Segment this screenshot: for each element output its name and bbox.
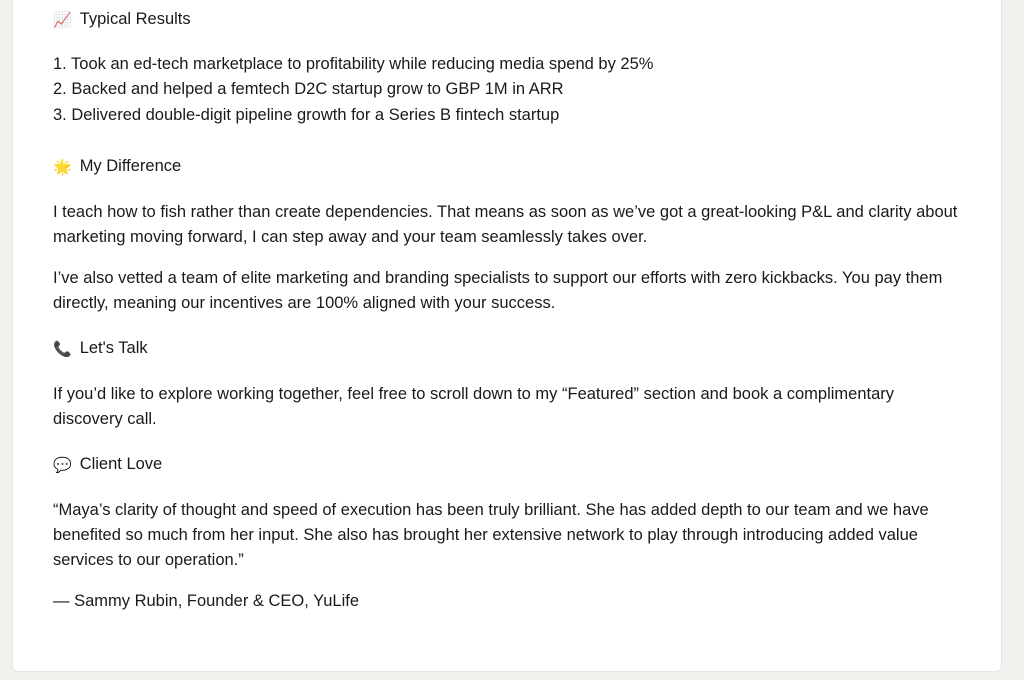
document-page xyxy=(12,0,1002,672)
chart-increasing-icon: 📈 xyxy=(53,12,72,29)
results-list xyxy=(53,52,961,129)
paragraph: I’ve also vetted a team of elite marketing and branding specialists to support our efforts with zero kickbacks. You pay them directly, meaning our incentives are 100% aligned with your success. xyxy=(53,268,943,312)
spacer xyxy=(53,129,961,155)
section-heading-text: My Difference xyxy=(79,156,182,175)
spacer xyxy=(53,250,961,266)
spacer xyxy=(53,179,961,200)
spacer xyxy=(53,477,961,498)
spacer xyxy=(53,316,961,337)
testimonial-quote: “Maya’s clarity of thought and speed of execution has been truly brilliant. She has added depth to our team and we have benefited so much from her input. She also has brought her extensive network to play through introducing added value services to our operation.” xyxy=(53,500,929,569)
document-content xyxy=(13,0,1001,614)
testimonial-attribution: — Sammy Rubin, Founder & CEO, YuLife xyxy=(53,592,359,611)
paragraph: If you’d like to explore working together, feel free to scroll down to my “Featured” section and book a complimentary discovery call. xyxy=(53,384,895,428)
glowing-star-icon: 🌟 xyxy=(53,158,72,176)
spacer xyxy=(53,432,961,453)
section-heading-my-difference xyxy=(53,155,961,179)
spacer xyxy=(53,573,961,589)
paragraph: I teach how to fish rather than create dependencies. That means as soon as we’ve got a great-looking P&L and clarity about marketing moving forward, I can step away and your team seamlessly takes over. xyxy=(53,202,958,246)
list-item: 1. Took an ed-tech marketplace to profitability while reducing media spend by 25% xyxy=(53,54,654,73)
speech-balloon-icon: 💬 xyxy=(53,456,72,474)
list-item: 2. Backed and helped a femtech D2C startup grow to GBP 1M in ARR xyxy=(53,80,564,99)
list-item: 3. Delivered double-digit pipeline growth for a Series B fintech startup xyxy=(53,106,560,125)
section-heading-lets-talk xyxy=(53,337,961,361)
spacer xyxy=(53,361,961,382)
section-heading-client-love xyxy=(53,453,961,477)
telephone-receiver-icon: 📞 xyxy=(53,340,72,358)
section-heading-typical-results xyxy=(53,8,961,32)
section-heading-text: Client Love xyxy=(79,454,163,473)
section-heading-text: Let's Talk xyxy=(79,338,148,357)
section-heading-text: Typical Results xyxy=(79,10,191,28)
